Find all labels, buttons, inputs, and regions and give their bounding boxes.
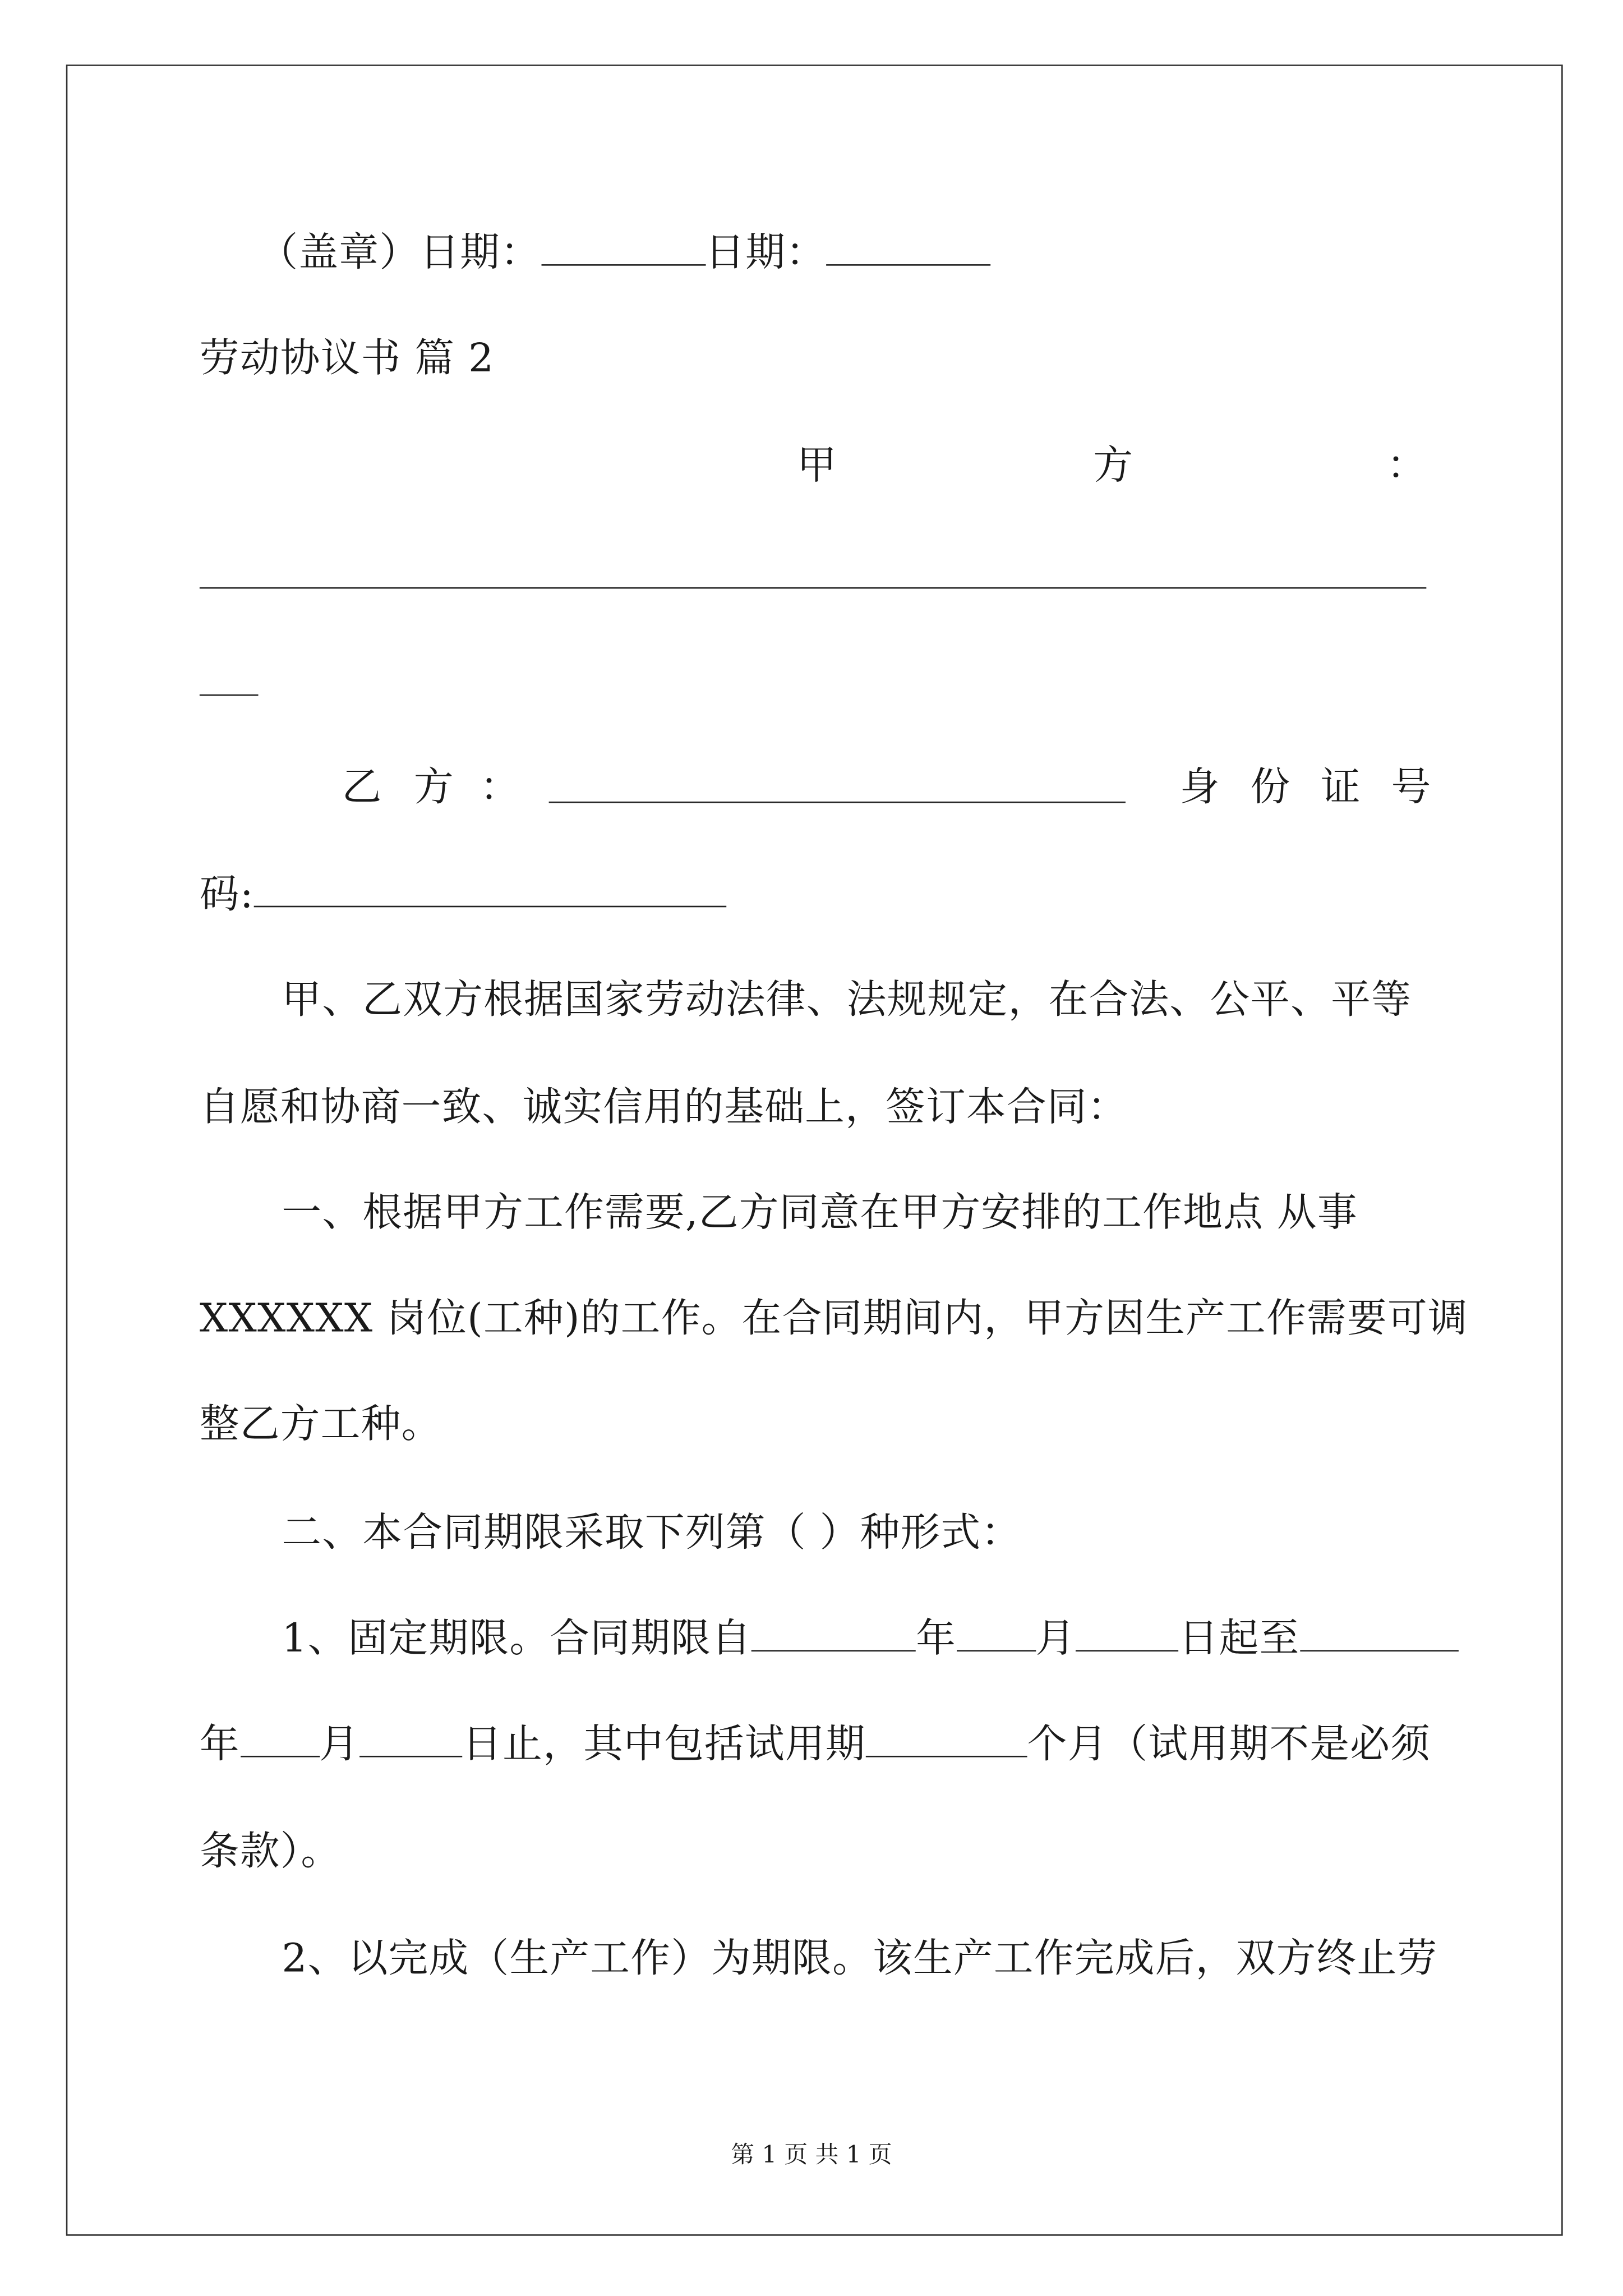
start-month-blank (956, 1615, 1035, 1651)
start-year-blank (751, 1615, 916, 1651)
probation-months-blank (866, 1720, 1027, 1757)
page-footer: 第 1 页 共 1 页 (731, 2140, 892, 2169)
id-number-blank (254, 871, 727, 907)
party-b-char-1: 乙 (342, 765, 382, 811)
month-label-2: 月 (319, 1722, 360, 1768)
id-number-line (200, 871, 727, 921)
year-label: 年 (916, 1616, 957, 1662)
item-1-line-2 (200, 1720, 1431, 1770)
date-blank-1 (541, 229, 705, 265)
end-month-blank (240, 1720, 319, 1757)
day-to-label: 日止，其中包括试用期 (462, 1722, 866, 1768)
id-label-char-4: 号 (1391, 765, 1431, 811)
months-label: 个月（试用期不是必须 (1027, 1722, 1431, 1768)
page-border (66, 65, 1563, 2236)
section-heading: 劳动协议书 篇 2 (199, 336, 495, 382)
seal-date-label: （盖章）日期： (258, 230, 541, 276)
paragraph-3: 二、本合同期限采取下列第（ ）种形式： (282, 1510, 1022, 1557)
party-b-char-3: ： (479, 765, 520, 811)
end-year-blank (1299, 1615, 1458, 1651)
paragraph-2-line-3: 整乙方工种。 (199, 1402, 442, 1448)
item-1-line-1 (282, 1615, 1458, 1665)
id-label-char-2: 份 (1250, 765, 1290, 811)
item-2-line-1: 2、以完成（生产工作）为期限。该生产工作完成后，双方终止劳 (282, 1936, 1438, 1982)
party-b-blank-line (549, 802, 1126, 803)
day-from-label: 日起至 (1178, 1616, 1300, 1662)
date-blank-2 (826, 229, 990, 265)
paragraph-2-line-1: 一、根据甲方工作需要,乙方同意在甲方安排的工作地点 从事 (282, 1190, 1358, 1236)
party-a-blank-line (200, 587, 1426, 589)
signature-date-line (259, 229, 991, 279)
item-1-text-a: 1、固定期限。合同期限自 (282, 1616, 752, 1662)
year-label-2: 年 (199, 1722, 240, 1768)
paragraph-1-line-2: 自愿和协商一致、诚实信用的基础上，签订本合同： (199, 1084, 1128, 1131)
party-b-char-2: 方 (413, 765, 454, 811)
paragraph-1-line-1: 甲、乙双方根据国家劳动法律、法规规定，在合法、公平、平等 (282, 977, 1412, 1024)
item-1-line-3: 条款）。 (199, 1829, 342, 1875)
month-label: 月 (1035, 1616, 1076, 1662)
party-a-blank-line-cont (200, 694, 259, 696)
paragraph-2-line-2: XXXXXX 岗位(工种)的工作。在合同期间内，甲方因生产工作需要可调 (199, 1296, 1468, 1342)
id-label-char-3: 证 (1320, 765, 1361, 811)
party-a-char-1: 甲 (796, 443, 837, 489)
start-day-blank (1076, 1615, 1178, 1651)
party-a-char-2: 方 (1093, 443, 1133, 489)
party-a-char-3: ： (1386, 443, 1427, 489)
date-label-2: 日期： (705, 230, 827, 276)
end-day-blank (359, 1720, 462, 1757)
id-label-char-1: 身 (1179, 765, 1220, 811)
id-number-label: 码: (199, 872, 254, 918)
